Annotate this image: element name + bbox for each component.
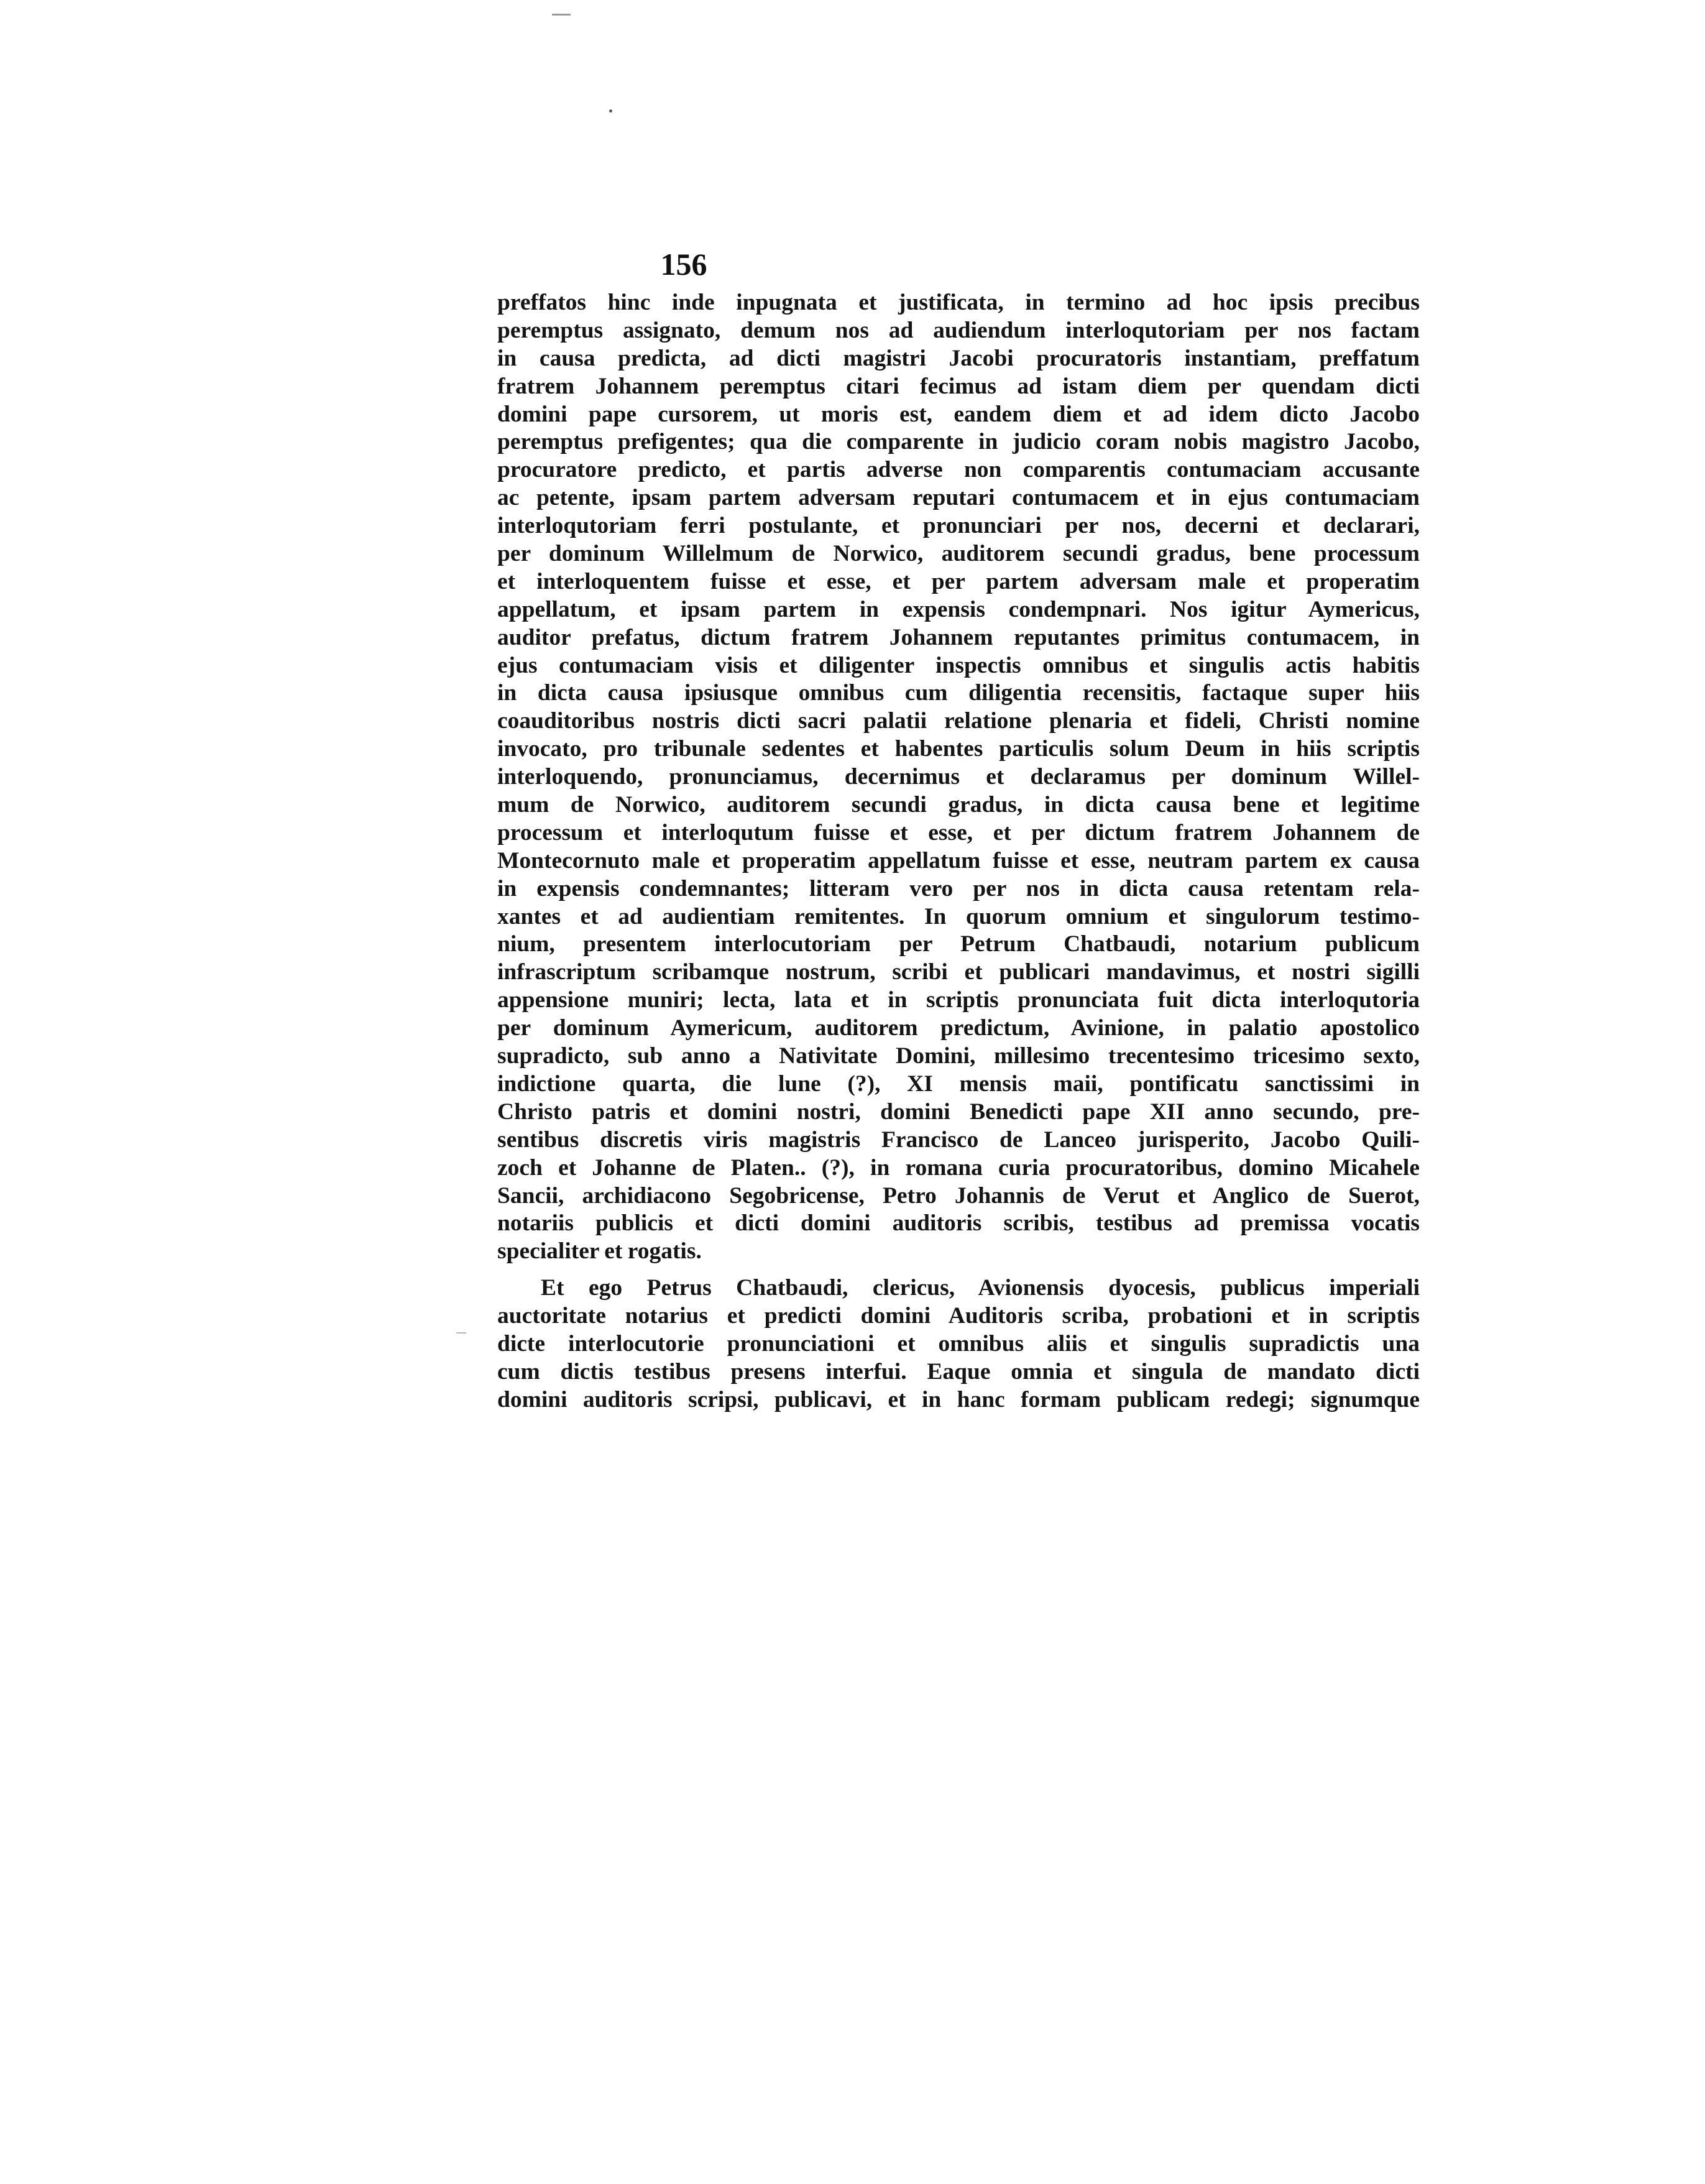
text-line: interloqutoriam ferri postulante, et pronunciari per nos, decerni et declarari, (497, 513, 1420, 539)
text-line: Montecornuto male et properatim appellatum fuisse et esse, neutram partem ex causa (497, 847, 1420, 873)
text-line: ac petente, ipsam partem adversam reputari contumacem et in ejus contumaciam (497, 485, 1420, 511)
text-line: in causa predicta, ad dicti magistri Jacobi procuratoris instantiam, preffatum (497, 345, 1420, 371)
text-line: processum et interloqutum fuisse et esse, et per dictum fratrem Johannem de (497, 819, 1420, 845)
text-line: procuratore predicto, et partis adverse non comparentis contumaciam accusante (497, 457, 1420, 483)
text-line: et interloquentem fuisse et esse, et per partem adversam male et properatim (497, 568, 1420, 594)
text-line: fratrem Johannem peremptus citari fecimus ad istam diem per quendam dicti (497, 373, 1420, 399)
text-line: sentibus discretis viris magistris Francisco de Lanceo jurisperito, Jacobo Quili- (497, 1127, 1420, 1153)
text-line: in dicta causa ipsiusque omnibus cum diligentia recensitis, factaque super hiis (497, 680, 1420, 706)
text-line: mum de Norwico, auditorem secundi gradus, in dicta causa bene et legitime (497, 792, 1420, 818)
text-line: domini pape cursorem, ut moris est, eandem diem et ad idem dicto Jacobo (497, 401, 1420, 427)
text-line: infrascriptum scribamque nostrum, scribi et publicari mandavimus, et nostri sigilli (497, 959, 1420, 985)
text-line: auctoritate notarius et predicti domini Auditoris scriba, probationi et in scriptis (497, 1303, 1420, 1329)
text-line: domini auditoris scripsi, publicavi, et in hanc formam publicam redegi; signumque (497, 1386, 1420, 1412)
text-line: per dominum Aymericum, auditorem predictum, Avinione, in palatio apostolico (497, 1015, 1420, 1041)
text-line: ejus contumaciam visis et diligenter inspectis omnibus et singulis actis habitis (497, 652, 1420, 678)
text-line: indictione quarta, die lune (?), XI mensis maii, pontificatu sanctissimi in (497, 1071, 1420, 1097)
text-line: zoch et Johanne de Platen.. (?), in romana curia procuratoribus, domino Micahele (497, 1154, 1420, 1181)
page-number: 156 (660, 247, 707, 282)
text-line: Christo patris et domini nostri, domini Benedicti pape XII anno secundo, pre- (497, 1099, 1420, 1125)
text-line: peremptus prefigentes; qua die comparente in judicio coram nobis magistro Jacobo, (497, 429, 1420, 455)
scan-speck (552, 14, 571, 16)
text-line: cum dictis testibus presens interfui. Eaque omnia et singula de mandato dicti (497, 1358, 1420, 1385)
text-line: xantes et ad audientiam remitentes. In quorum omnium et singulorum testimo- (497, 903, 1420, 929)
text-line: coauditoribus nostris dicti sacri palatii relatione plenaria et fideli, Christi nomine (497, 708, 1420, 734)
text-line: Sancii, archidiacono Segobricense, Petro Johannis de Verut et Anglico de Suerot, (497, 1182, 1420, 1209)
paragraph-gap (497, 1266, 1420, 1274)
text-line: appellatum, et ipsam partem in expensis condempnari. Nos igitur Aymericus, (497, 596, 1420, 622)
paragraph (497, 1274, 1420, 1414)
text-line: interloquendo, pronunciamus, decernimus et declaramus per dominum Willel- (497, 764, 1420, 790)
text-line: preffatos hinc inde inpugnata et justificata, in termino ad hoc ipsis precibus (497, 290, 1420, 315)
text-line: appensione muniri; lecta, lata et in scriptis pronunciata fuit dicta interloqutoria (497, 987, 1420, 1013)
text-line: invocato, pro tribunale sedentes et habentes particulis solum Deum in hiis scriptis (497, 736, 1420, 762)
paragraph (497, 289, 1420, 1266)
scan-speck (609, 109, 612, 113)
text-line: per dominum Willelmum de Norwico, auditorem secundi gradus, bene processum (497, 541, 1420, 567)
text-line: Et ego Petrus Chatbaudi, clericus, Avionensis dyocesis, publicus imperiali (541, 1275, 1420, 1301)
text-line: auditor prefatus, dictum fratrem Johannem reputantes primitus contumacem, in (497, 624, 1420, 650)
text-line: nium, presentem interlocutoriam per Petrum Chatbaudi, notarium publicum (497, 931, 1420, 957)
body-text (497, 289, 1420, 1414)
text-line: in expensis condemnantes; litteram vero per nos in dicta causa retentam rela- (497, 875, 1420, 901)
text-line: dicte interlocutorie pronunciationi et omnibus aliis et singulis supradictis una (497, 1330, 1420, 1357)
text-line: peremptus assignato, demum nos ad audiendum interloqutoriam per nos factam (497, 317, 1420, 343)
text-line: notariis publicis et dicti domini auditoris scribis, testibus ad premissa vocatis (497, 1210, 1420, 1237)
text-line: specialiter et rogatis. (497, 1238, 702, 1265)
text-line: supradicto, sub anno a Nativitate Domini, millesimo trecentesimo tricesimo sexto, (497, 1043, 1420, 1069)
margin-mark (456, 1332, 466, 1334)
